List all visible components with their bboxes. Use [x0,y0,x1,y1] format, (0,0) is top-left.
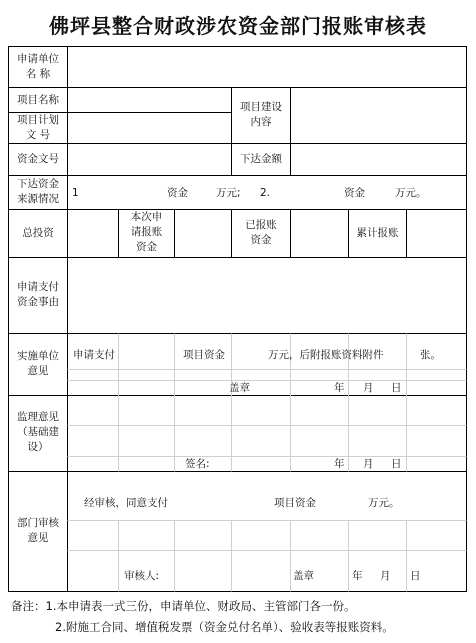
payment-reason-line2: 资金事由 [17,296,59,308]
fund-source-line1: 下达资金 [17,178,59,190]
supervisor-day: 日 [391,458,402,470]
implementer-seal: 盖章 [229,382,250,394]
supervisor-opinion-line3: 设） [27,441,49,453]
current-reimburse-label [119,210,174,255]
department-reviewer: 审核人: [124,570,160,582]
note-line2: 2.附施工合同、增值税发票（资金兑付名单）、验收表等报账资料。 [55,620,394,634]
fund-source-unit1: 万元; [216,187,241,199]
current-reimburse-line1: 本次申 [130,211,163,223]
department-opinion-line2: 意见 [27,532,49,544]
department-project-fund: 项目资金 [274,497,316,509]
department-year: 年 [352,570,363,582]
project-plan-no-line1: 项目计划 [17,114,59,126]
department-reviewed: 经审核，同意支付 [84,497,168,509]
payment-reason-label [9,280,67,310]
department-day: 日 [410,570,421,582]
supervisor-opinion-line2: （基础建 [17,426,59,438]
implementer-sheets: 张。 [420,349,441,361]
project-content-line1: 项目建设 [240,101,282,113]
current-reimburse-line2: 请报账 [130,226,163,238]
supervisor-month: 月 [363,458,374,470]
supervisor-opinion-label [9,410,67,455]
fund-source-label [9,177,67,207]
already-reimbursed-line1: 已报账 [245,219,277,231]
project-content-line2: 内容 [250,116,272,128]
fund-doc-no-label: 资金文号 [17,153,59,165]
implementer-month: 月 [363,382,374,394]
fund-source-fund1: 资金 [167,187,188,199]
already-reimbursed-line2: 资金 [250,234,272,246]
note-line1: 备注：1.本申请表一式三份，申请单位、财政局、主管部门各一份。 [11,599,356,613]
payment-reason-line1: 申请支付 [17,281,59,293]
implementer-project-fund: 项目资金 [183,349,225,361]
supervisor-sign: 签名: [185,458,210,470]
cumulative-reimbursed-label: 累计报账 [356,227,399,239]
project-plan-no-line2: 文 号 [25,129,51,141]
project-content-label [232,100,290,130]
department-seal: 盖章 [293,570,314,582]
project-name-label: 项目名称 [17,94,59,106]
supervisor-opinion-line1: 监理意见 [17,411,59,423]
implementer-opinion-label [9,349,67,379]
implementer-unit-note: 万元，后附报账资料附件 [268,349,384,361]
department-opinion-line1: 部门审核 [17,517,59,529]
fund-source-item1: 1 [72,187,79,199]
department-month: 月 [380,570,391,582]
fund-source-line2: 来源情况 [17,193,59,205]
total-investment-label: 总投资 [22,227,54,239]
current-reimburse-line3: 资金 [136,241,157,253]
implementer-apply-pay: 申请支付 [73,349,115,361]
implementer-year: 年 [334,382,345,394]
applicant-unit-label [9,52,67,82]
already-reimbursed-label [232,218,290,248]
project-plan-no-label [9,113,67,143]
fund-source-fund2: 资金 [344,187,365,199]
applicant-unit-label-line2: 名 称 [25,68,51,80]
implementer-day: 日 [391,382,402,394]
page-title: 佛坪县整合财政涉农资金部门报账审核表 [49,14,427,38]
department-unit: 万元。 [368,497,400,509]
implementer-opinion-line1: 实施单位 [17,350,59,362]
fund-source-item2: 2. [260,187,271,199]
applicant-unit-label-line1: 申请单位 [17,53,59,65]
fund-source-unit2: 万元。 [395,187,427,199]
department-opinion-label [9,516,67,546]
supervisor-year: 年 [334,458,345,470]
implementer-opinion-line2: 意见 [27,365,49,377]
allocated-amount-label: 下达金额 [240,153,282,165]
